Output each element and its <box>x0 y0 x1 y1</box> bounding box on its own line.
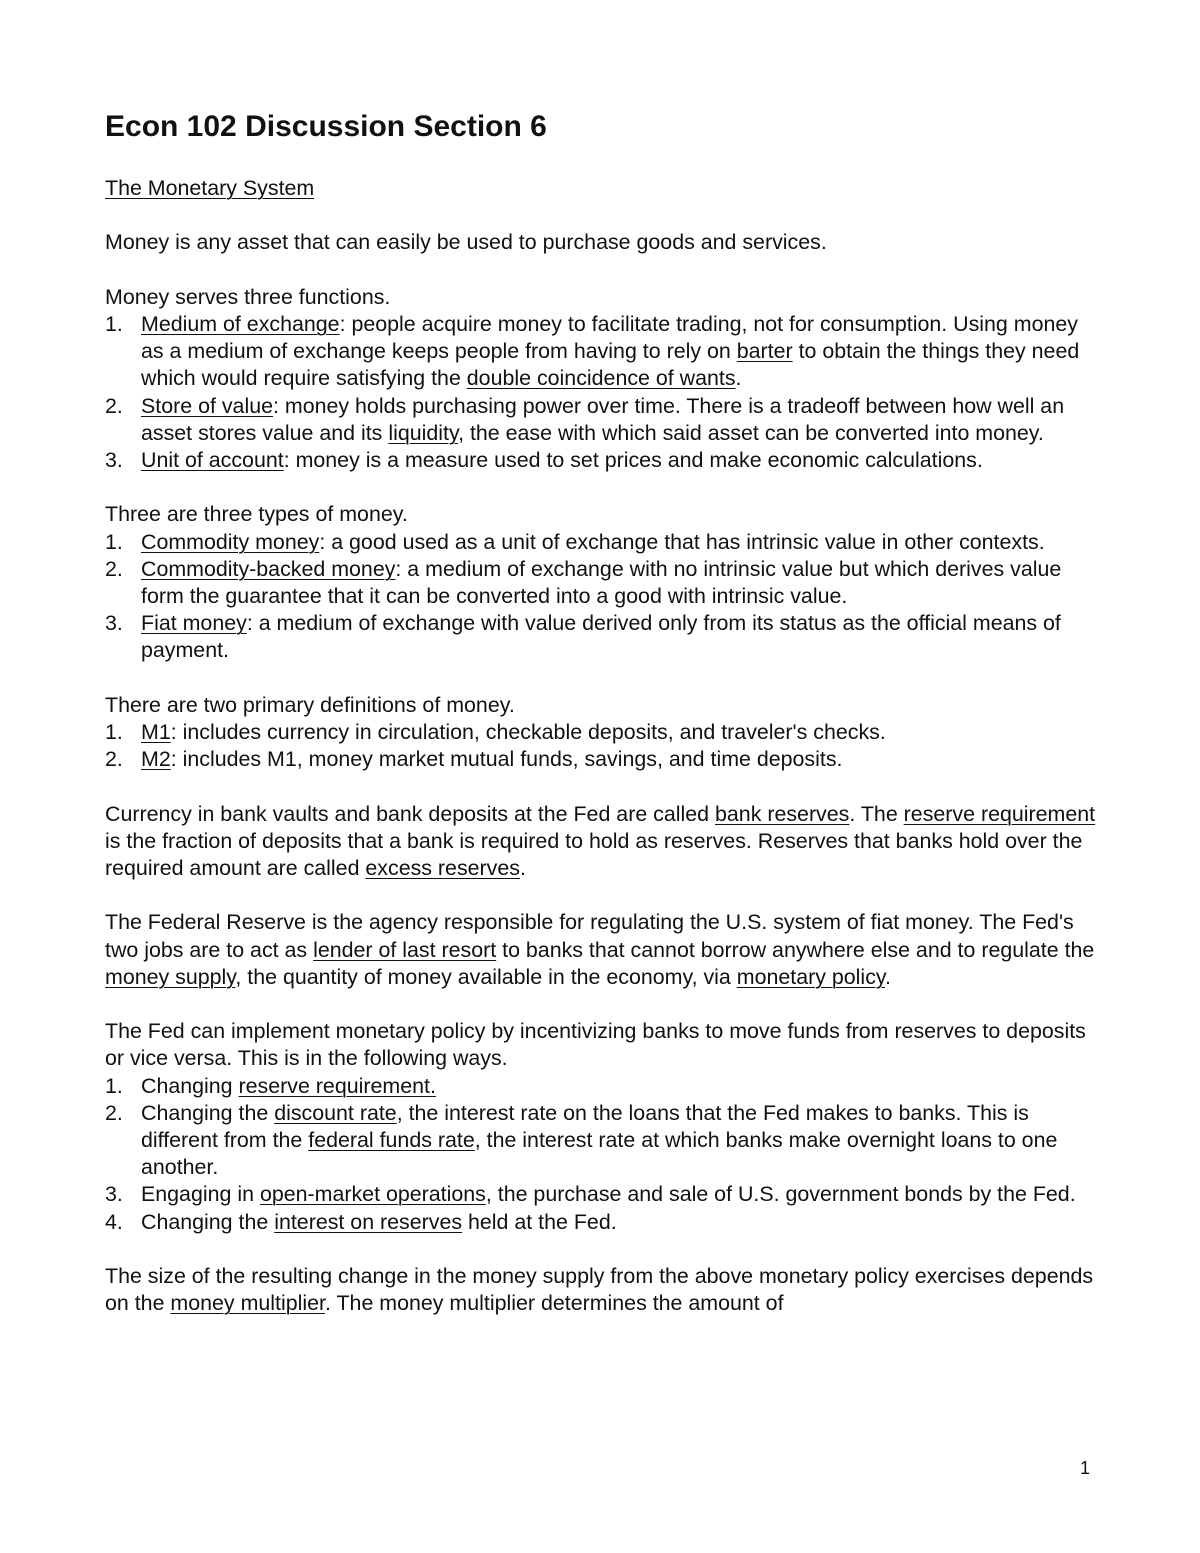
multiplier-paragraph <box>105 1263 1105 1317</box>
term: liquidity <box>388 420 459 445</box>
text: to banks that cannot borrow anywhere else and to regulate the <box>496 937 1095 962</box>
list-item <box>105 1073 1105 1100</box>
text: : a medium of exchange with value derived only from its status as the official means of payment. <box>141 611 1061 663</box>
text: , the interest rate on the loans that the Fed makes to banks. This is different from the <box>141 1100 1029 1152</box>
list-number: 1. <box>105 529 123 554</box>
list-item <box>105 447 1105 474</box>
section-heading <box>105 175 1105 202</box>
text: : money holds purchasing power over time. There is a tradeoff between how well an asset stores value and its <box>141 393 1065 445</box>
term: Store of value <box>141 393 273 418</box>
definitions-lead: There are two primary definitions of money. <box>105 692 515 717</box>
text: : includes M1, money market mutual funds, savings, and time deposits. <box>170 747 843 772</box>
term: open-market operations <box>259 1182 486 1207</box>
types-lead: Three are three types of money. <box>105 502 408 527</box>
text: , the interest rate at which banks make overnight loans to one another. <box>141 1128 1058 1180</box>
term: barter <box>736 339 793 364</box>
list-number: 3. <box>105 448 123 472</box>
text: held at the Fed. <box>462 1209 617 1234</box>
list-item <box>105 556 1105 610</box>
term: double coincidence of wants <box>466 366 736 391</box>
term: monetary policy <box>736 964 885 989</box>
text: . The money multiplier determines the amount of <box>324 1291 784 1316</box>
text: , the purchase and sale of U.S. government bonds by the Fed. <box>485 1182 1076 1207</box>
text: The Federal Reserve is the agency responsible for regulating the U.S. system of fiat money. The Fed's two jobs are to act as <box>105 910 1074 962</box>
text: : includes currency in circulation, checkable deposits, and traveler's checks. <box>170 720 886 744</box>
text: is the fraction of deposits that a bank is required to hold as reserves. Reserves that banks hold over the required amount are called <box>105 828 1083 880</box>
reserves-paragraph <box>105 801 1105 883</box>
list-item <box>105 719 1105 746</box>
text: : a good used as a unit of exchange that has intrinsic value in other contexts. <box>319 529 1045 554</box>
term: Fiat money <box>141 611 247 636</box>
term: Unit of account <box>141 448 284 472</box>
list-item <box>105 393 1105 447</box>
term: federal funds rate <box>308 1128 475 1152</box>
list-item <box>105 610 1105 664</box>
list-item <box>105 529 1105 556</box>
list-number: 3. <box>105 1182 123 1207</box>
list-item <box>105 1209 1105 1236</box>
text: Changing the <box>141 1209 275 1234</box>
text: , the ease with which said asset can be converted into money. <box>458 420 1044 445</box>
term: Medium of exchange <box>141 311 340 336</box>
list-number: 2. <box>105 1100 123 1125</box>
text: to obtain the things they need which would require satisfying the <box>141 339 1080 391</box>
fed-paragraph <box>105 909 1105 991</box>
text: . <box>519 856 526 880</box>
term: money multiplier <box>170 1291 325 1316</box>
list-number: 2. <box>105 556 123 581</box>
term: money supply <box>105 964 236 989</box>
term: bank reserves <box>715 801 850 826</box>
text: Currency in bank vaults and bank deposits at the Fed are called <box>105 801 715 826</box>
term: Commodity money <box>141 529 320 554</box>
list-number: 4. <box>105 1209 123 1234</box>
types-list <box>105 529 1105 665</box>
list-number: 1. <box>105 720 123 744</box>
text: Engaging in <box>141 1182 260 1207</box>
functions-lead: Money serves three functions. <box>105 284 391 309</box>
term: M1 <box>141 720 171 744</box>
term: Commodity-backed money <box>141 556 396 581</box>
list-number: 1. <box>105 311 123 336</box>
list-item <box>105 311 1105 393</box>
list-item <box>105 1100 1105 1182</box>
term: discount rate <box>274 1100 397 1125</box>
policy-list <box>105 1073 1105 1236</box>
text: . The <box>849 801 904 826</box>
text: . <box>735 366 742 391</box>
functions-list <box>105 311 1105 474</box>
document-page <box>105 100 1105 1345</box>
intro-paragraph: Money is any asset that can easily be used to purchase goods and services. <box>105 230 827 255</box>
term: reserve requirement <box>903 801 1096 826</box>
term: reserve requirement. <box>238 1073 436 1098</box>
term: interest on reserves <box>274 1209 463 1234</box>
text: , the quantity of money available in the economy, via <box>235 964 737 989</box>
section-heading-text: The Monetary System <box>105 176 315 200</box>
text: The size of the resulting change in the money supply from the above monetary policy exercises depends on the <box>105 1264 1094 1316</box>
text: . <box>885 964 891 989</box>
definitions-list <box>105 719 1105 773</box>
text: : money is a measure used to set prices and make economic calculations. <box>283 448 983 472</box>
list-number: 2. <box>105 393 123 418</box>
policy-lead: The Fed can implement monetary policy by incentivizing banks to move funds from reserves to deposits or vice versa. This is in the following ways. <box>105 1019 1086 1071</box>
text: Changing the <box>141 1100 275 1125</box>
text: Changing <box>141 1073 239 1098</box>
term: lender of last resort <box>313 937 497 962</box>
text: : a medium of exchange with no intrinsic value but which derives value form the guarantee that it can be converted into a good with intrinsic value. <box>141 556 1062 608</box>
list-item <box>105 1181 1105 1208</box>
term: excess reserves <box>365 856 520 880</box>
list-item <box>105 746 1105 773</box>
page-number: 1 <box>1080 1458 1091 1478</box>
list-number: 2. <box>105 747 123 772</box>
text: : people acquire money to facilitate trading, not for consumption. Using money as a medium of exchange keeps people from having to rely on <box>141 311 1078 364</box>
list-number: 1. <box>105 1073 123 1098</box>
list-number: 3. <box>105 611 123 636</box>
term: M2 <box>141 747 171 772</box>
document-title: Econ 102 Discussion Section 6 <box>105 110 547 143</box>
